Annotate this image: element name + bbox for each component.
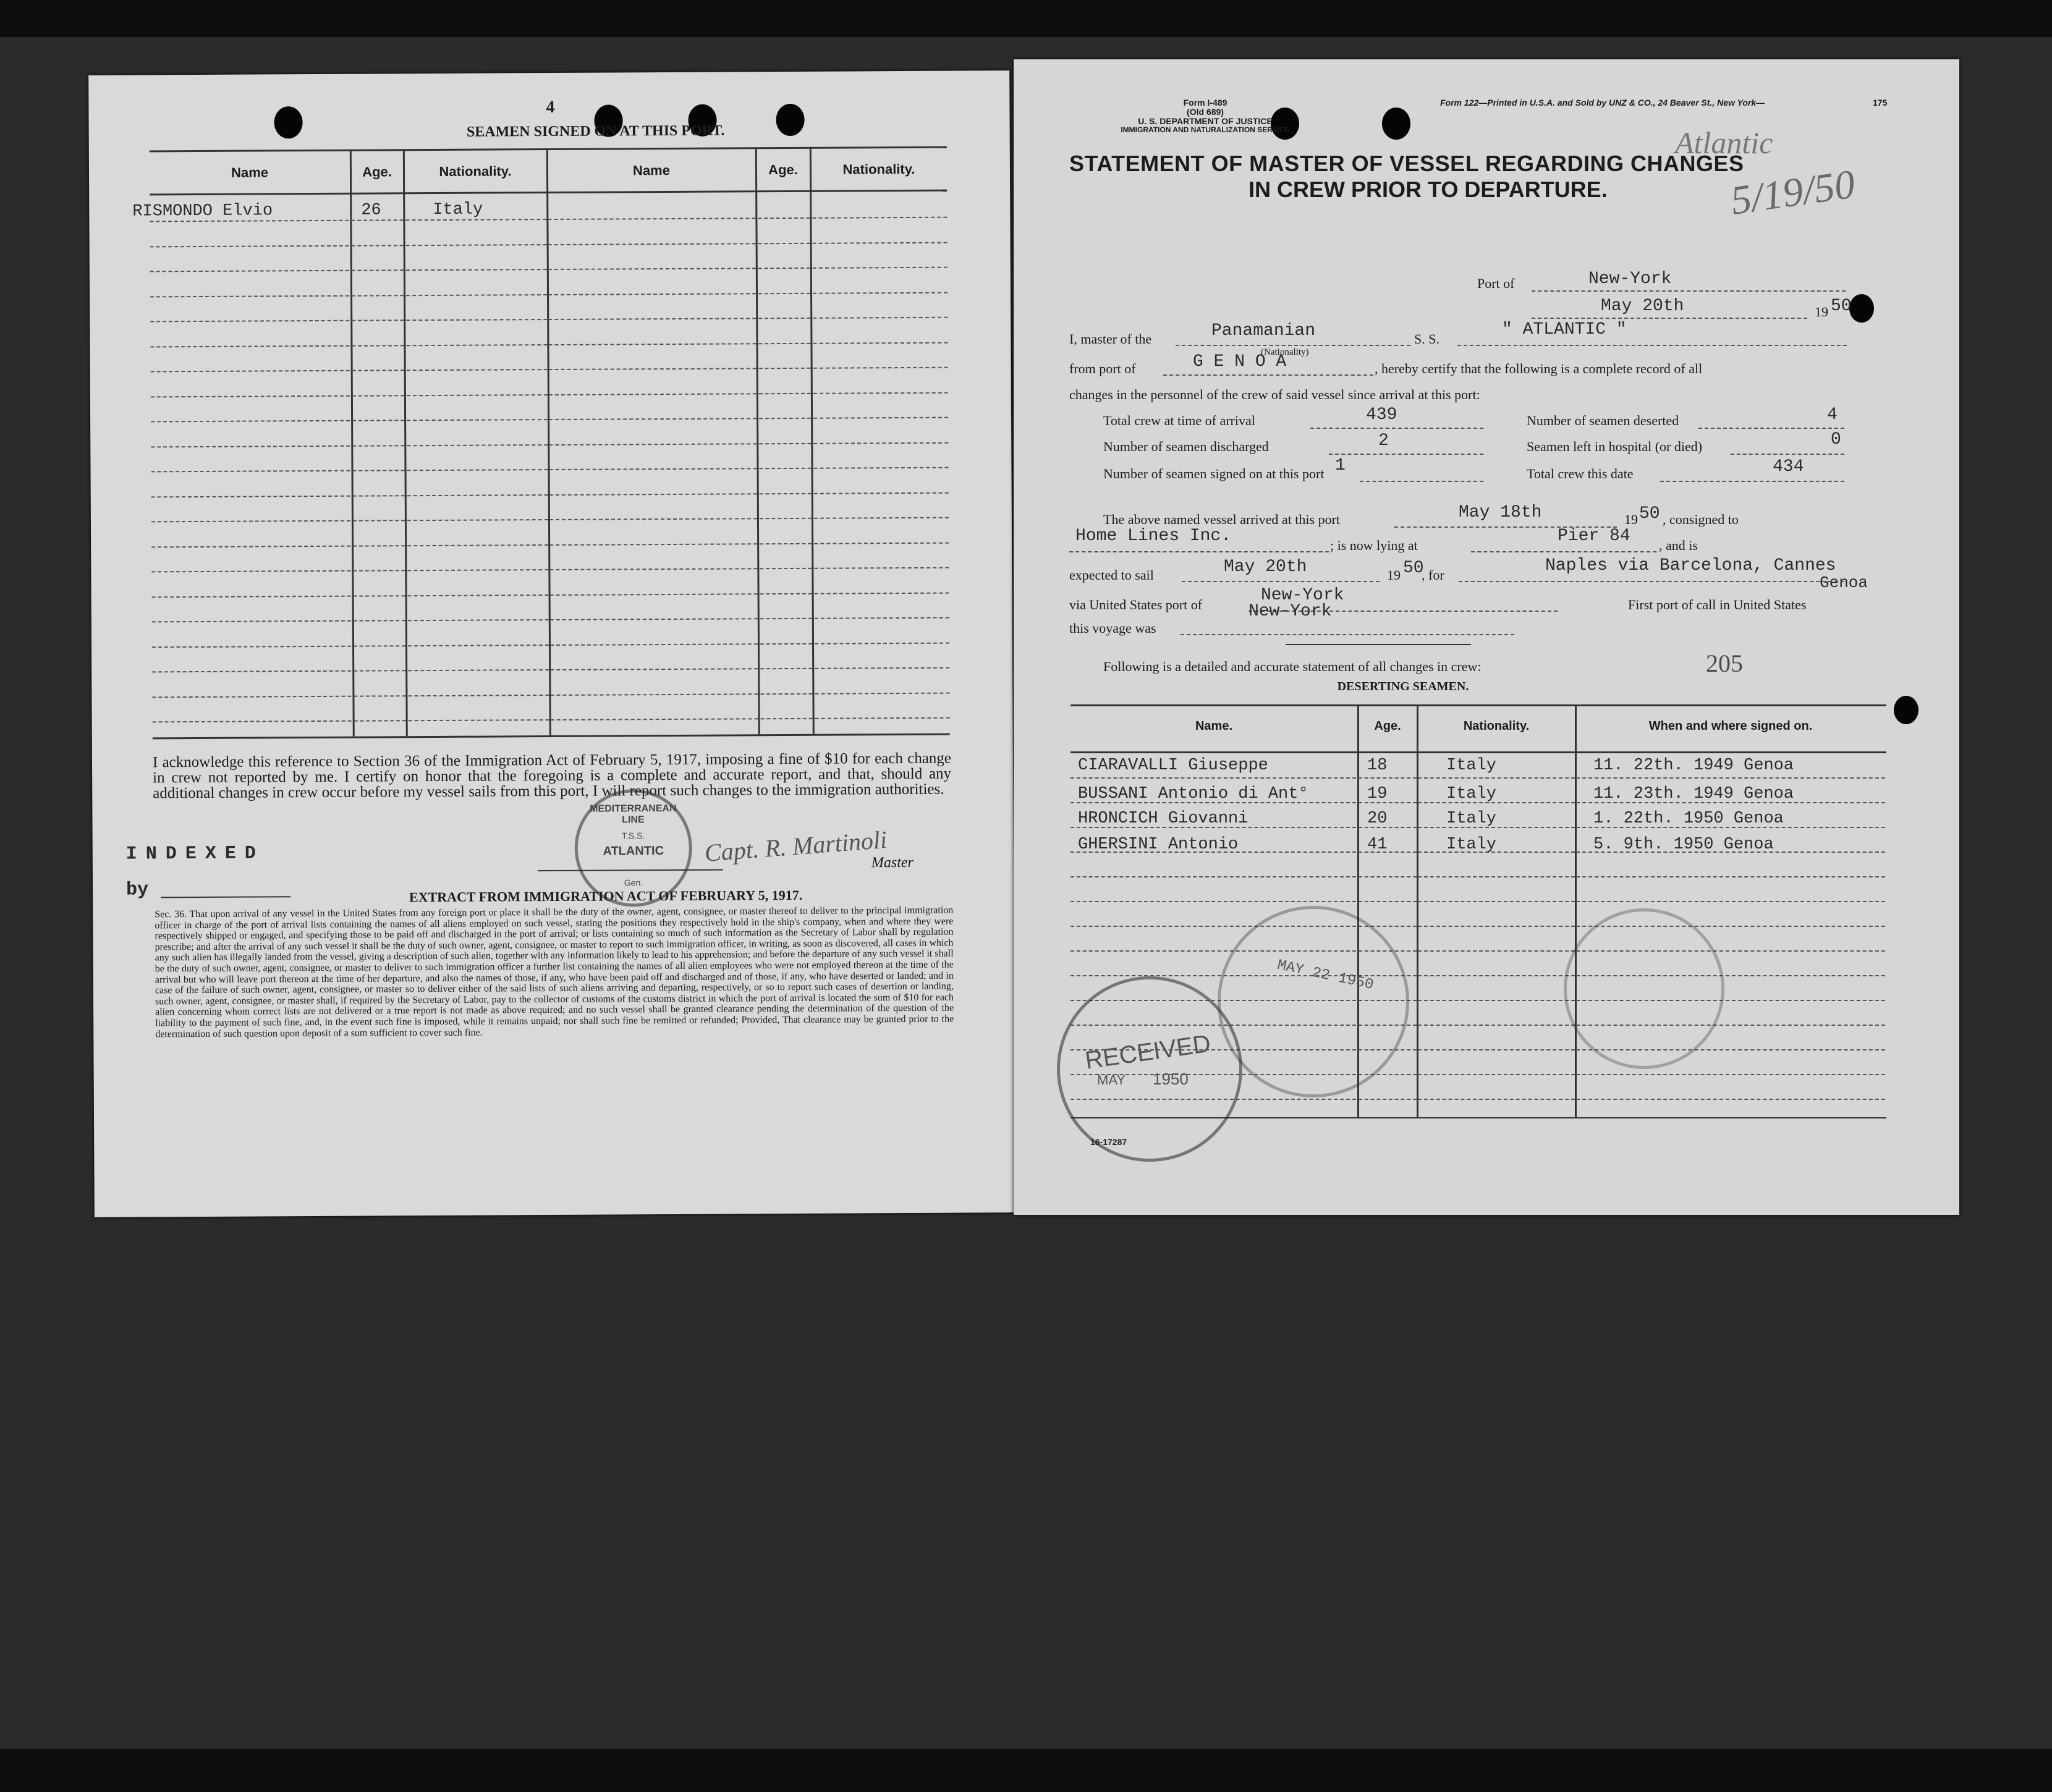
table-rule [1359,802,1417,803]
table-rule [814,517,949,519]
table-rule [1418,926,1575,927]
table-rule [1359,827,1417,828]
arrived-label: The above named vessel arrived at this port [1103,512,1341,527]
table-rule [1576,802,1885,803]
lying-label: ; is now lying at [1330,538,1418,553]
table-rule [151,520,350,523]
table-rule [1418,1049,1575,1050]
deserter-signed-on: 11. 22th. 1949 Genoa [1593,756,1794,775]
sail-year-prefix: 19 [1387,567,1401,583]
handwritten-date: 5/19/50 [1728,161,1858,224]
table-rule [1359,852,1417,853]
punch-hole [1382,108,1410,140]
table-rule [813,342,948,344]
table-rule [815,592,949,594]
destination-value: Naples via Barcelona, Cannes [1545,556,1836,575]
table-rule [760,543,812,544]
form-old-number: (Old 689) [1187,107,1224,117]
table-rule [1418,852,1575,853]
punch-hole [274,106,302,138]
table-row-age: 26 [361,201,381,220]
ship-company-stamp: MEDITERRANEAN LINE T.S.S. ATLANTIC Gen. [574,789,692,907]
table-rule [760,468,812,469]
arrived-date: May 18th [1459,503,1542,522]
table-rule [151,370,350,373]
table-rule [354,595,405,596]
table-rule [407,394,548,396]
table-rule [550,668,758,670]
extract-heading: EXTRACT FROM IMMIGRATION ACT OF FEBRUARY 5, 1917. [409,887,803,905]
table-rule [1576,827,1885,828]
table-rule [758,218,810,219]
col-header-nationality-2: Nationality. [842,161,915,177]
col-header-age-2: Age. [768,161,798,178]
table-rule [1418,975,1575,976]
table-rule [353,570,405,571]
table-rule [406,344,547,346]
col-header-name: Name. [1195,719,1233,733]
table-rule [152,595,351,598]
table-rule [353,495,405,496]
punch-hole [1849,294,1874,323]
table-rule [812,217,947,219]
acknowledgement-text: I acknowledge this reference to Section 36 of the Immigration Act of February 5, 1917, imposing a fine of $10 for each change in crew not reported by me. I certify on honor that the foregoing is a complete and accurate report, and that, should any additional changes in crew occur before my vessel sails from this port, I will report such changes to the immigration authorities. [152,750,952,802]
table-rule [354,645,405,646]
table-rule [1359,1099,1417,1100]
deserter-age: 41 [1367,835,1388,854]
arrived-year: 50 [1639,504,1660,523]
form-number: Form I-489 [1183,98,1227,108]
expected-label: expected to sail [1069,567,1154,583]
table-rule [1418,1000,1575,1001]
table-rule [151,445,350,447]
table-rule [1418,1099,1575,1100]
first-port-label: First port of call in United States [1628,597,1807,612]
table-rule [759,418,811,419]
deserter-age: 20 [1367,809,1388,828]
page-number: 4 [546,97,555,117]
deserter-age: 19 [1367,785,1388,803]
table-rule [407,544,548,546]
table-rule [153,721,352,723]
table-rule [549,518,757,520]
table-rule [354,695,405,696]
for-label: , for [1422,567,1444,583]
table-row-name: RISMONDO Elvio [132,201,273,221]
table-rule [408,669,549,671]
changes-text: changes in the personnel of the crew of said vessel since arrival at this port: [1069,387,1480,402]
handwritten-ship: Atlantic [1675,125,1773,160]
indexed-by-line [161,896,290,898]
deserter-name: BUSSANI Antonio di Ant° [1078,785,1308,803]
table-rule [408,645,549,646]
table-rule [151,395,350,397]
table-rule [758,242,810,243]
table-rule [1418,802,1575,803]
table-rule [758,292,810,294]
table-rule [549,468,757,470]
col-header-age: Age. [362,164,392,180]
section-heading: SEAMEN SIGNED ON AT THIS PORT. [466,122,725,140]
deserter-name: GHERSINI Antonio [1078,835,1239,854]
table-rule [1576,777,1885,779]
table-rule [1071,852,1356,853]
table-rule [548,343,756,345]
extract-text: Sec. 36. That upon arrival of any vessel in the United States from any foreign port or place it shall be the duty of the owner, agent, consignee, or master thereof to deliver to the principal immigration officer in charge of the port of arrival lists containing the names of all aliens employed on such vessel, stating the positions they respectively hold in the ship's company, when and where they were respectively shipped or engaged, and specifying those to be paid off and discharged in the port of arrival; or lists containing so much of such information as the Secretary of Labor shall by regulation prescribe; and after the arrival of any such vessel it shall be the duty of such owner, agent, consignee, or master to report to such immigration officer, in writing, as soon as discovered, all cases in which any such alien has illegally landed from the vessel, giving a description of such alien, together with any information likely to lead to his apprehension; and before the departure of any such vessel it shall be the duty of such owner, agent, consignee, or master to deliver to such immigration officer a further list containing the names of all alien employees who were not employed thereon at the time of the arrival but who will leave port thereon at the time of her departure, and also the names of those, if any, who have been paid off and discharged and of those, if any, who have deserted or landed; and in case of the failure of such owner, agent, consignee, or master so to deliver either of the said lists of such aliens arriving and departing, respectively, or so to report such cases of desertion or landing, such owner, agent, consignee, or master shall, if required by the Secretary of Labor, pay to the collector of customs of the customs district in which the port of arrival is located the sum of $10 for each alien concerning whom correct lists are not delivered or a true report is not made as above required; and no such vessel shall be granted clearance pending the determination of the question of the liability to the payment of such fine, and, in the event such fine is imposed, while it remains unpaid; nor shall such fine be remitted or refunded; Provided, That clearance may be granted prior to the determination of such question upon deposit of a sum sufficient to cover such fine. [155,905,954,1039]
table-rule [550,618,758,620]
deserter-nationality: Italy [1446,809,1497,828]
deserting-heading: DESERTING SEAMEN. [1337,680,1469,693]
table-rule [351,219,403,221]
table-rule [353,470,405,471]
table-rule [760,693,812,694]
sail-date: May 20th [1224,557,1307,577]
table-rule [407,444,548,446]
table-rule [407,494,548,496]
table-rule [408,695,549,696]
table-rule [1418,901,1575,902]
faded-stamp [1564,908,1724,1069]
table-rule [150,245,349,247]
table-rule [1418,876,1575,877]
form-title-line2: IN CREW PRIOR TO DEPARTURE. [1249,177,1608,202]
table-rule [813,367,948,369]
table-rule [408,594,549,596]
table-rule [550,643,758,646]
total-crew-arrival-value: 439 [1366,405,1397,425]
table-rule [1071,827,1356,828]
table-rule [1418,950,1575,952]
table-rule [760,492,812,494]
first-port-value: New-York [1249,602,1332,621]
voyage-label: this voyage was [1069,620,1156,636]
table-rule [152,620,351,623]
deserter-nationality: Italy [1446,785,1497,803]
table-rule [354,720,406,721]
table-rule [548,218,755,220]
total-crew-label: Total crew this date [1527,466,1634,481]
table-rule [1359,901,1417,902]
table-rule [758,342,810,344]
table-rule [405,219,546,221]
port-of-value: New-York [1588,269,1672,289]
table-rule [759,442,811,444]
via-label: via United States port of [1069,597,1203,612]
table-rule [550,693,758,696]
table-row-nationality: Italy [433,200,483,219]
signed-on-label: Number of seamen signed on at this port [1103,466,1325,481]
table-rule [815,692,949,694]
table-rule [150,320,349,323]
table-rule [758,268,810,269]
table-rule [813,417,948,419]
table-rule [1418,827,1575,828]
table-rule [760,643,812,644]
table-rule [813,292,948,294]
deserter-nationality: Italy [1446,835,1497,854]
table-rule [352,420,404,421]
table-rule [549,493,757,496]
table-rule [549,543,757,546]
table-rule [352,445,404,446]
col-header-nationality: Nationality. [439,163,512,179]
page-count-stamp: 205 [1706,649,1743,677]
table-rule [549,368,757,370]
form-title-line1: STATEMENT OF MASTER OF VESSEL REGARDING CHANGES [1069,151,1744,176]
table-rule [548,243,756,245]
from-port-value: G E N O A [1193,352,1287,371]
table-rule [406,294,547,296]
table-rule [760,668,812,669]
discharged-label: Number of seamen discharged [1103,439,1269,454]
from-port-label: from port of [1069,361,1136,376]
discharged-value: 2 [1378,431,1389,450]
table-rule [813,392,948,394]
table-rule [150,220,349,222]
table-rule [1576,901,1885,902]
date-year-prefix: 19 [1815,304,1828,319]
nationality-value: Panamanian [1211,321,1316,340]
table-rule [409,719,549,721]
table-rule [354,620,405,621]
department: U. S. DEPARTMENT OF JUSTICE [1138,116,1273,126]
table-rule [813,242,948,243]
table-rule [551,718,758,721]
table-rule [760,618,812,619]
hospital-label: Seamen left in hospital (or died) [1527,439,1703,454]
hospital-value: 0 [1831,430,1841,449]
table-rule [1071,802,1356,803]
table-rule [352,395,404,396]
table-rule [549,443,757,446]
port-of-label: Port of [1477,276,1515,291]
sail-year: 50 [1403,559,1424,578]
table-rule [1359,876,1417,877]
table-rule [151,495,350,497]
deserter-nationality: Italy [1446,756,1497,775]
punch-hole [1894,696,1918,724]
table-rule [1359,777,1417,779]
table-rule [760,518,812,519]
table-rule [549,568,757,570]
table-rule [815,642,949,644]
table-rule [1576,1099,1885,1100]
table-rule [814,567,949,569]
col-header-age: Age. [1374,719,1401,733]
table-rule [814,492,949,494]
footer-code: 16-17287 [1090,1137,1127,1147]
table-rule [761,718,813,719]
table-rule [352,245,404,246]
deserter-name: HRONCICH Giovanni [1078,809,1249,828]
ss-label: S. S. [1414,331,1439,347]
indexed-stamp: INDEXED [125,843,265,865]
right-page [1014,59,1959,1215]
table-rule [813,317,948,319]
table-rule [150,345,349,347]
left-page [88,70,1015,1217]
table-rule [813,442,948,444]
table-rule [152,695,351,698]
deserter-age: 18 [1367,756,1388,775]
table-rule [151,470,350,473]
ship-name: " ATLANTIC " [1502,320,1627,339]
deserted-value: 4 [1827,405,1838,425]
table-rule [352,269,404,271]
table-rule [407,569,548,571]
table-rule [1071,901,1356,902]
table-rule [760,593,812,594]
table-rule [1071,777,1356,779]
signed-on-value: 1 [1335,456,1346,475]
and-is-label: , and is [1659,538,1698,553]
date-year: 50 [1831,297,1852,316]
deserter-name: CIARAVALLI Giuseppe [1078,756,1268,775]
table-rule [152,645,351,648]
date-stamp: MAY 22 1950 [1218,906,1409,1097]
via-port-value: New-York [1261,586,1344,605]
table-rule [407,469,548,471]
table-rule [1418,777,1575,779]
table-rule [1418,1025,1575,1026]
table-rule [548,293,756,295]
table-rule [1576,1074,1885,1075]
table-rule [152,670,351,673]
col-header-signed-on: When and where signed on. [1648,719,1813,733]
master-label: Master [871,854,914,871]
printer-number: 175 [1873,98,1888,108]
table-rule [352,295,404,296]
table-rule [1576,852,1885,853]
date-month-day: May 20th [1601,297,1684,316]
col-header-name: Name [231,164,269,180]
service: IMMIGRATION AND NATURALIZATION SERVICE [1121,125,1290,134]
total-crew-arrival-label: Total crew at time of arrival [1103,413,1255,428]
printer-credit: Form 122—Printed in U.S.A. and Sold by UNZ & CO., 24 Beaver St., New York— [1440,98,1765,108]
table-rule [407,369,548,371]
table-rule [151,545,350,547]
table-rule [815,717,950,719]
table-rule [1418,1074,1575,1075]
table-rule [550,593,758,596]
table-rule [352,370,404,371]
table-rule [352,319,404,321]
table-rule [151,570,350,573]
table-rule [407,519,548,521]
deserter-signed-on: 5. 9th. 1950 Genoa [1593,835,1774,854]
deserter-signed-on: 11. 23th. 1949 Genoa [1593,785,1794,803]
table-rule [813,267,948,269]
received-stamp: RECEIVED MAY 1950 [1057,976,1242,1162]
table-rule [548,318,756,320]
table-rule [406,244,547,246]
master-of-label: I, master of the [1069,331,1152,347]
table-rule [408,619,549,621]
table-rule [354,670,405,671]
table-rule [406,319,547,321]
table-rule [353,520,405,521]
col-header-name-2: Name [632,162,671,179]
table-rule [759,368,811,369]
table-rule [150,270,349,273]
table-rule [1071,876,1356,877]
table-rule [549,393,757,395]
table-rule [151,420,350,423]
consigned-label: , consigned to [1663,512,1739,527]
pier-value: Pier 84 [1558,526,1630,546]
captain-signature: Capt. R. Martinoli [703,825,888,867]
table-rule [758,318,810,319]
col-header-nationality: Nationality. [1463,719,1530,733]
table-rule [549,418,757,420]
table-rule [815,617,949,619]
deserter-signed-on: 1. 22th. 1950 Genoa [1593,809,1784,828]
table-rule [760,568,812,569]
table-rule [353,545,405,546]
table-rule [548,268,756,270]
table-rule [814,467,949,469]
deserted-label: Number of seamen deserted [1527,413,1679,428]
nationality-caption: (Nationality) [1261,347,1309,357]
table-rule [814,542,949,544]
table-rule [759,392,811,394]
total-crew-value: 434 [1773,457,1804,476]
table-rule [1576,876,1885,877]
certify-text: , hereby certify that the following is a complete record of all [1375,361,1703,376]
table-rule [352,345,404,346]
table-rule [815,667,949,669]
table-rule [406,269,547,271]
arrived-year-prefix: 19 [1624,512,1638,527]
table-rule [150,295,349,297]
following-label: Following is a detailed and accurate statement of all changes in crew: [1103,659,1482,674]
indexed-by: by [125,879,149,901]
destination-value-2: Genoa [1820,573,1868,592]
consignee-value: Home Lines Inc. [1075,526,1232,546]
table-rule [407,419,548,421]
